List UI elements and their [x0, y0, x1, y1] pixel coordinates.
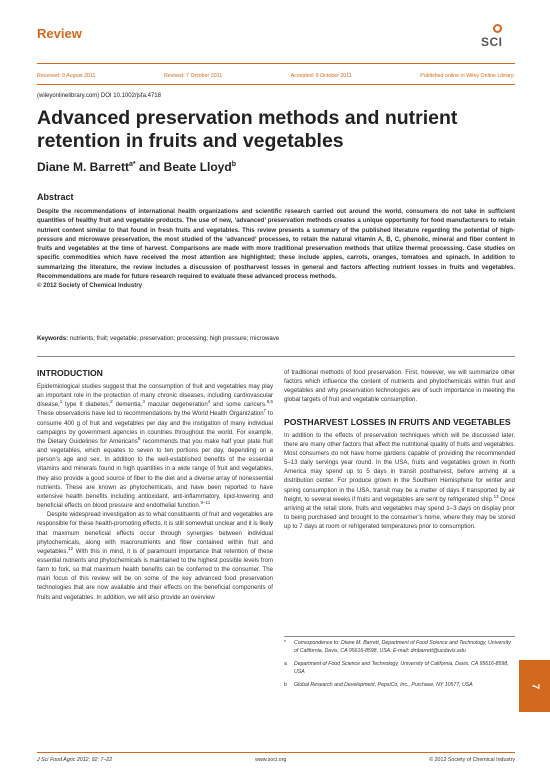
affiliation-note: Department of Food Science and Technology, University of California, Davis, CA 95616-8598, USA: [294, 661, 509, 675]
footnote-item: [284, 682, 515, 690]
journal-website[interactable]: www.soci.org: [255, 757, 287, 763]
citation-ref[interactable]: 1: [59, 399, 63, 405]
citation-ref[interactable]: 5,6: [266, 399, 273, 405]
author-affiliation-mark: b: [231, 161, 236, 168]
journal-header: [37, 24, 515, 54]
author-conjunction: and: [135, 160, 164, 174]
article-title: Advanced preservation methods and nutrient retention in fruits and vegetables: [37, 107, 458, 152]
correspondence-note: Correspondence to: Diane M. Barrett, Department of Food Science and Technology, University of California, Davis, CA 95616-8598, USA. E-mail: dmbarrett@ucdavis.edu: [294, 640, 511, 654]
keywords-rule: [37, 356, 515, 357]
citation-ref[interactable]: 12: [68, 545, 74, 551]
citation-ref[interactable]: 7: [263, 408, 267, 414]
abstract-copyright: © 2012 Society of Chemical Industry: [37, 282, 143, 290]
footnote-mark: a: [284, 661, 287, 667]
citation-ref[interactable]: 3: [142, 399, 145, 405]
affiliation-note: Global Research and Development, PepsiCo, Inc., Purchase, NY 10577, USA: [294, 682, 473, 688]
keywords-line: [37, 335, 515, 342]
intro-paragraph: Epidemiological studies suggest that the consumption of fruit and vegetables may play an important role in the protection of many chronic diseases, including cardiovascular disease,$^1$ type II diabetes,$^2$ dementia,$^3$ macular degeneration$^4$ and some cancers.$^{5,6}$ These observations have led to recommendations by the World Health Organization$^7$ to consume 400 g of fruit and vegetables per day and the instigation of many individual campaigns by government agencies in countries throughout the world. For example, the Dietary Guidelines for Americans$^8$ recommends that you make half your plate fruit and vegetables, which equates to seven to ten portions per day, depending on a person’s age and sex. In addition to the well-established benefits of the essential vitamins and minerals found in high quantities in a wide range of fruit and vegetables, they also provide a good source of fiber to the diet and a diverse array of nonessential nutrients. These are known as phytochemicals, and have been reported to have extensive health benefits including antioxidant, anti-inflammatory, lipid-lowering and beneficial effects on blood pressure and endothelial function.$^{9-11}$: [37, 383, 273, 510]
citation-ref[interactable]: 2: [110, 399, 113, 405]
footnote-rule: [284, 636, 515, 637]
postharvest-paragraph: In addition to the effects of preservation techniques which will be discussed later, there are many other factors that affect the nutritional quality of fruits and vegetables. Most consumers do not have home gardens capable of providing the recommended 5–13 daily servings year round. In the USA, fruits and vegetables grown in North America may spend up to 5 days in transit postharvest, before arriving at a distribution center. For produce grown in the Southern Hemisphere for winter and spring consumption in the USA, transit may be a matter of days if transported by air freight, to several weeks if fruits and vegetables are sent by refrigerated ship.$^{13}$ Once arriving at the retail store, fruits and vegetables may spend 1–3 days on display prior to being purchased and brought to the consumer’s home, where they may be stored up to 7 days at room or refrigerated temperatures prior to consumption.: [284, 431, 515, 531]
left-column: [37, 368, 273, 602]
footnote-item: [284, 661, 515, 676]
intro-paragraph: Despite widespread investigation as to what constituents of fruit and vegetables are responsible for these health-promoting effects, it is still somewhat unclear and it is likely that maximum beneficial effects occur through synergies between individual phytochemicals, along with macronutrients and fiber contained within fruit and vegetables.$^{12}$ With this in mind, it is of paramount importance that retention of these essential nutrients and phytochemicals is maintained to the highest possible levels from farm to fork, so that maximum health benefits can be conferred to the consumer. The main focus of this review will be on some of the key advanced food preservation technologies that are now available and their effects on the beneficial components of fruits and vegetables. In addition, we will also provide an overview: [37, 511, 273, 601]
dates-rule: [37, 84, 515, 85]
revised-date: Revised: 7 October 2011: [163, 73, 223, 79]
received-date: Received: 9 August 2011: [37, 73, 96, 79]
abstract-text: Despite the recommendations of international health organizations and scientific research carried out around the world, consumers do not take in sufficient quantities of healthy fruit and vegetable products. The use of new, ‘advanced’ preservation methods creates a unique opportunity for food manufacturers to retain nutrient content similar to that found in fresh fruits and vegetables. This review presents a summary of the published literature regarding the potential of high-pressure and microwave preservation, the most studied of the ‘advanced’ processes, to retain the natural vitamin A, B, C, phenolic, mineral and fiber content in fruits and vegetables at the time of harvest. Comparisons are made with more traditional preservation methods that utilize thermal processing. Case studies on specific commodities which have received the most attention are highlighted; these include apples, carrots, oranges, tomatoes and spinach. In addition to summarizing the literature, the review includes a discussion of postharvest losses in general and factors affecting nutrient losses in fruits and vegetables. Recommendations are made for future research required to evaluate these advanced process methods.: [37, 208, 515, 281]
journal-citation: J Sci Food Agric 2012; 92: 7–22: [37, 757, 113, 763]
citation-ref[interactable]: 13: [493, 493, 499, 499]
keywords-label: Keywords:: [37, 335, 69, 342]
sci-logo: [479, 24, 515, 54]
citation-ref[interactable]: 9–11: [200, 500, 211, 505]
published-online: Published online in Wiley Online Library:: [420, 73, 515, 79]
footnote-mark: b: [284, 682, 287, 688]
author-affiliation-mark: a*: [129, 161, 136, 168]
page-number: 7: [529, 683, 540, 689]
author-name: Diane M. Barrett: [37, 160, 130, 174]
citation-ref[interactable]: 8: [137, 435, 141, 441]
postharvest-heading: POSTHARVEST LOSSES IN FRUITS AND VEGETABLES: [284, 416, 511, 427]
author-name: Beate Lloyd: [163, 160, 232, 174]
logo-circle-icon: [493, 24, 502, 33]
footer-rule: [37, 752, 515, 753]
intro-continued-paragraph: of traditional methods of food preservation. First, however, we will summarize other factors which influence the content of nutrients and phytochemicals within fruit and vegetables and why preservation technologies are of such importance in meeting the global targets of fruit and vegetable consumption.: [284, 369, 515, 404]
footnote-item: [284, 640, 515, 655]
right-column: [284, 368, 515, 531]
introduction-heading: INTRODUCTION: [37, 368, 103, 378]
abstract-body: [37, 207, 515, 291]
logo-text: SCI: [481, 35, 503, 49]
accepted-date: Accepted: 9 October 2011: [290, 73, 352, 79]
footnote-mark: *: [284, 640, 287, 646]
page-footer: [37, 757, 515, 763]
author-list: [37, 160, 236, 174]
keywords-text: nutrients; fruit; vegetable; preservation; processing; high pressure; microwave: [69, 335, 280, 342]
doi-line[interactable]: (wileyonlinelibrary.com) DOI 10.1002/jsfa.4718: [37, 93, 161, 99]
article-dates: [37, 73, 515, 79]
page-number-tab: [519, 660, 550, 712]
abstract-heading: Abstract: [37, 192, 74, 202]
citation-ref[interactable]: 4: [207, 399, 211, 405]
footer-copyright: © 2012 Society of Chemical Industry: [429, 757, 515, 763]
header-rule: [37, 63, 515, 64]
footnotes: [284, 640, 515, 696]
section-label: Review: [37, 26, 82, 41]
